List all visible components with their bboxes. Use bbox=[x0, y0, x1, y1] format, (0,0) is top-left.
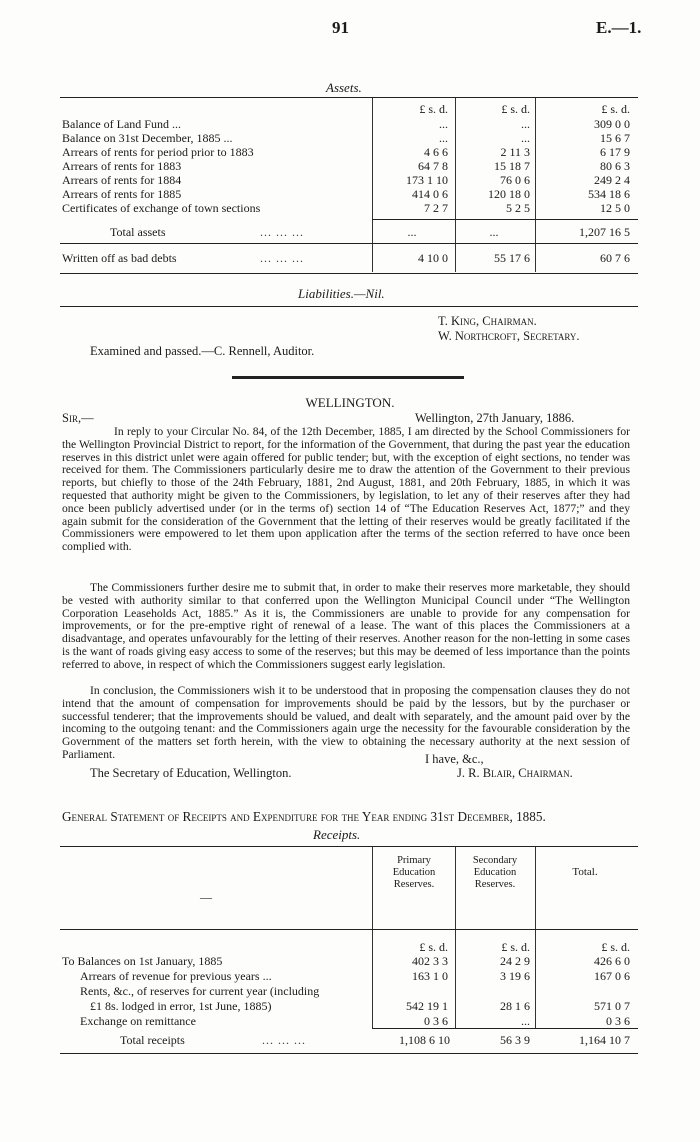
row-value-2: 24 2 9 bbox=[500, 954, 530, 968]
row-value-1: 0 3 6 bbox=[424, 1014, 448, 1028]
row-value-1: 64 7 8 bbox=[418, 159, 448, 173]
row-value-1: 414 0 6 bbox=[412, 187, 448, 201]
letter-addressee: The Secretary of Education, Wellington. bbox=[90, 766, 292, 780]
statement-col-line-2 bbox=[455, 847, 456, 1029]
row-value-2: 28 1 6 bbox=[500, 999, 530, 1013]
document-code: E.—1. bbox=[596, 18, 642, 37]
assets-caption: Assets. bbox=[326, 80, 362, 95]
row-value-1: ... bbox=[439, 131, 448, 145]
row-value-total: 12 5 0 bbox=[600, 201, 630, 215]
statement-header-rule bbox=[60, 929, 638, 930]
row-value-2: 76 0 6 bbox=[500, 173, 530, 187]
row-value-2: 2 11 3 bbox=[500, 145, 530, 159]
row-value-1: 163 1 0 bbox=[412, 969, 448, 983]
assets-top-rule bbox=[60, 97, 638, 98]
assets-bottom-rule bbox=[60, 273, 638, 274]
statement-stub-dash: — bbox=[200, 890, 212, 904]
statement-subtotal-rule bbox=[372, 1028, 638, 1029]
secretary-signature: W. Northcroft, Secretary. bbox=[438, 329, 580, 343]
row-value-total: 571 0 7 bbox=[594, 999, 630, 1013]
assets-col-line-3 bbox=[535, 98, 536, 272]
row-value-1: ... bbox=[439, 117, 448, 131]
row-label: Rents, &c., of reserves for current year (including bbox=[80, 984, 320, 998]
statement-top-rule bbox=[60, 846, 638, 847]
row-value-total: 0 3 6 bbox=[606, 1014, 630, 1028]
row-value-total: 426 6 0 bbox=[594, 954, 630, 968]
row-value-2: ... bbox=[521, 1014, 530, 1028]
row-label: Arrears of rents for 1883 bbox=[62, 159, 182, 173]
letter-closing: I have, &c., bbox=[425, 752, 484, 766]
row-value-2: 3 19 6 bbox=[500, 969, 530, 983]
chairman-signature: T. King, Chairman. bbox=[438, 314, 537, 328]
statement-bottom-rule bbox=[60, 1053, 638, 1054]
row-value-2: 15 18 7 bbox=[494, 159, 530, 173]
receipts-caption: Receipts. bbox=[313, 827, 361, 842]
assets-col-line-2 bbox=[455, 98, 456, 272]
letter-signed: J. R. Blair, Chairman. bbox=[457, 766, 573, 780]
row-value-2: 120 18 0 bbox=[488, 187, 530, 201]
letter-place-date: Wellington, 27th January, 1886. bbox=[415, 411, 575, 425]
row-value-2: ... bbox=[521, 117, 530, 131]
liabilities-rule bbox=[60, 306, 638, 307]
assets-subtotal-rule bbox=[372, 219, 638, 220]
letter-heading: WELLINGTON. bbox=[305, 395, 395, 410]
row-label: Arrears of rents for 1884 bbox=[62, 173, 182, 187]
row-value-2: ... bbox=[521, 131, 530, 145]
letter-paragraph-2: The Commissioners further desire me to submit that, in order to make their reserves more marketable, they should be vested with authority similar to that conferred upon the Wellington Municipal Council under “The Wellington Corporation Leaseholds Act, 1885.” As it is, the Commissioners are unable to provide for any compensation for improvements, or for the pre-emptive right of renewal of a lease. The want of this places the Commissioners at a disadvantage, and operates unfavourably for the letting of their reserves. Another reason for the non-letting in some cases is the want of roads giving easy access to some of the reserves; but this may be deemed of less importance than the points referred to above, in respect of which the Commissioners suggest early legislation. bbox=[62, 581, 630, 671]
row-label: Arrears of revenue for previous years ... bbox=[80, 969, 272, 983]
auditor-line: Examined and passed.—C. Rennell, Auditor. bbox=[90, 344, 315, 358]
row-label: Balance on 31st December, 1885 ... bbox=[62, 131, 233, 145]
assets-col-line-1 bbox=[372, 98, 373, 272]
row-value-1: 542 19 1 bbox=[406, 999, 448, 1013]
row-value-1: 173 1 10 bbox=[406, 173, 448, 187]
row-value-1: 402 3 3 bbox=[412, 954, 448, 968]
row-value-total: 80 6 3 bbox=[600, 159, 630, 173]
col-header-secondary: Secondary Education Reserves. bbox=[472, 855, 518, 890]
col-header-total: Total. bbox=[572, 866, 598, 878]
statement-title: General Statement of Receipts and Expenditure for the Year ending 31st December, 1885. bbox=[62, 809, 546, 824]
col-header-primary: Primary Education Reserves. bbox=[392, 855, 436, 890]
row-label: £1 8s. lodged in error, 1st June, 1885) bbox=[90, 999, 272, 1013]
row-label: Balance of Land Fund ... bbox=[62, 117, 181, 131]
row-value-total: 167 0 6 bbox=[594, 969, 630, 983]
row-label: Exchange on remittance bbox=[80, 1014, 196, 1028]
row-value-total: 249 2 4 bbox=[594, 173, 630, 187]
letter-paragraph-1: In reply to your Circular No. 84, of the 12th December, 1885, I am directed by the School Commissioners for the Wellington Provincial District to report, for the information of the Government, that during the past year the education reserves in this district unlet were again offered for public tender; but, with the exception of eight sections, no tender was received for them. The Commissioners particularly desire me to draw the attention of the Government to their previous reports, but chiefly to those of the 24th February, 1881, 2nd August, 1881, and 20th February, 1885, in which it was requested that authority might be given to the Commissioners, by legislation, to let any of their reserves after they had once been publicly advertised under (or in the terms of) section 14 of “The Education Reserves Act, 1877;” and they again submit for the consideration of the Government that the letting of their reserves would be greatly facilitated if the Commissioners were empowered to let them upon application after the terms of the section referred to have once been complied with. bbox=[62, 425, 630, 554]
statement-col-line-1 bbox=[372, 847, 373, 1029]
row-value-1: 4 6 6 bbox=[424, 145, 448, 159]
section-divider bbox=[232, 376, 464, 379]
row-value-2: 5 2 5 bbox=[506, 201, 530, 215]
row-label: Arrears of rents for 1885 bbox=[62, 187, 182, 201]
liabilities-line: Liabilities.—Nil. bbox=[298, 286, 385, 301]
page-number: 91 bbox=[332, 18, 349, 37]
row-label: Certificates of exchange of town sections bbox=[62, 201, 261, 215]
letter-paragraph-3: In conclusion, the Commissioners wish it to be understood that in proposing the compensation clauses they do not intend that the amount of compensation for improvements should be paid by the lessors, but by the purchaser or successful tenderer; that the improvements should be valued, and dealt with separately, and the amount paid over by the incoming to the outgoing tenant: and the Commissioners again urge the necessity for the favourable consideration by the Government of the matters set forth herein, with the view to obtaining the necessary authority at the next session of Parliament. bbox=[62, 684, 630, 761]
row-label: To Balances on 1st January, 1885 bbox=[62, 954, 223, 968]
letter-salutation: Sir,— bbox=[62, 411, 94, 425]
row-label: Arrears of rents for period prior to 1883 bbox=[62, 145, 254, 159]
statement-col-line-3 bbox=[535, 847, 536, 1029]
row-value-total: 309 0 0 bbox=[594, 117, 630, 131]
row-value-total: 534 18 6 bbox=[588, 187, 630, 201]
row-value-1: 7 2 7 bbox=[424, 201, 448, 215]
row-value-total: 6 17 9 bbox=[600, 145, 630, 159]
assets-total-rule bbox=[60, 243, 638, 244]
row-value-total: 15 6 7 bbox=[600, 131, 630, 145]
